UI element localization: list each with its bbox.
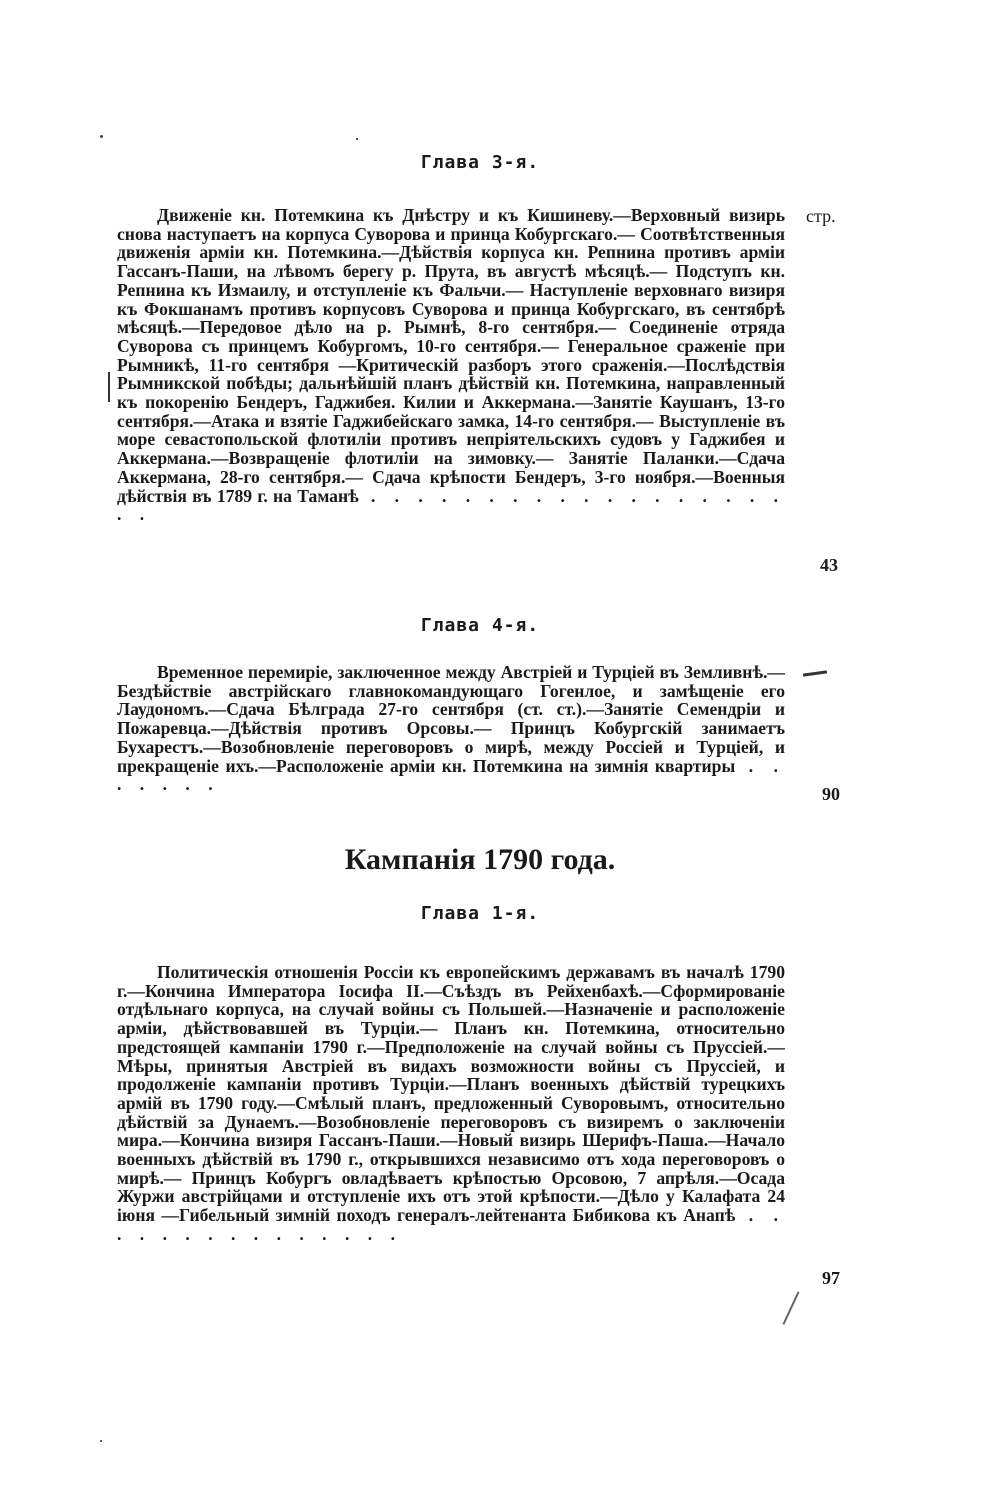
pencil-dash-mark bbox=[803, 670, 827, 676]
pencil-margin-mark bbox=[108, 372, 110, 402]
chapter-4-summary: Временное перемиріе, заключенное между Австріей и Турціей въ Земливнѣ.— Бездѣйствіе австрійскаго главнокомандующаго Гогенлое, и замѣщеніе его Лаудономъ.—Сдача Бѣлграда 27-го сентября (ст. ст.).—Занятіе Семендріи и Пожаревца.—Дѣйствія противъ Орсовы.— Принцъ Кобургскій занимаетъ Бухарестъ.—Возобновленіе переговоровъ о мирѣ, между Россіей и Турціей, и прекращеніе ихъ.—Расположеніе арміи кн. Потемкина на зимнія квартиры . . . . . . . bbox=[117, 662, 785, 795]
chapter-4-text: Временное перемиріе, заключенное между Австріей и Турціей въ Земливнѣ.— Бездѣйствіе австрійскаго главнокомандующаго Гогенлое, и замѣщеніе его Лаудономъ.—Сдача Бѣлграда 27-го сентября (ст. ст.).—Занятіе Семендріи и Пожаревца.—Дѣйствія противъ Орсовы.— Принцъ Кобургскій занимаетъ Бухарестъ.—Возобновленіе переговоровъ о мирѣ, между Россіей и Турціей, и прекращеніе ихъ.—Расположеніе арміи кн. Потемкина на зимнія квартиры bbox=[117, 662, 785, 776]
chapter-4-heading: Глава 4-я. bbox=[420, 615, 540, 636]
chapter-3-page: 43 bbox=[820, 555, 838, 575]
scan-speck bbox=[100, 135, 103, 138]
campaign-chapter-1-summary: Политическія отношенія Россіи къ европейскимъ державамъ въ началѣ 1790 г.—Кончина Императора Іосифа II.—Съѣздъ въ Рейхенбахѣ.—Сформированіе отдѣльнаго корпуса, на случай войны съ Польшей.—Назначеніе и расположеніе арміи, дѣйствовавшей въ Турціи.— Планъ кн. Потемкина, относительно предстоящей кампаніи 1790 г.—Предположеніе на случай войны съ Пруссіей.—Мѣры, принятыя Австріей въ видахъ возможности войны съ Пруссіей, и продолженіе кампаніи противъ Турціи.—Планъ военныхъ дѣйствій турецкихъ армій въ 1790 году.—Смѣлый планъ, предложенный Суворовымъ, относительно дѣйствій за Дунаемъ.—Возобновленіе переговоровъ съ визиремъ о заключеніи мира.—Кончина визиря Гассанъ-Паши.—Новый визирь Шерифъ-Паша.—Начало военныхъ дѣйствій въ 1790 г., открывшихся независимо отъ хода переговоровъ о мирѣ.— Принцъ Кобургъ овладѣваетъ крѣпостью Орсовою, 7 апрѣля.—Осада Журжи австрійцами и отступленіе ихъ отъ этой крѣпости.—Дѣло у Калафата 24 іюня —Гибельный зимній походъ генералъ-лейтенанта Бибикова къ Анапѣ . . . . . . . . . . . . . . . bbox=[117, 962, 785, 1244]
chapter-3-text: Движеніе кн. Потемкина къ Днѣстру и къ Кишиневу.—Верховный визирь снова наступаетъ на корпуса Суворова и принца Кобургскаго.— Соотвѣтственныя движенія арміи кн. Потемкина.—Дѣйствія корпуса кн. Репнина противъ арміи Гассанъ-Паши, на лѣвомъ берегу р. Прута, въ августѣ мѣсяцѣ.— Подступъ кн. Репнина къ Измаилу, и отступленіе къ Фальчи.— Наступленіе верховнаго визиря къ Фокшанамъ противъ корпусовъ Суворова и принца Кобургскаго, въ сентябрѣ мѣсяцѣ.—Передовое дѣло на р. Рымнѣ, 8-го сентября.— Соединеніе отряда Суворова съ принцемъ Кобургомъ, 10-го сентября.— Генеральное сраженіе при Рымникѣ, 11-го сентября —Критическій разборъ этого сраженія.—Послѣдствія Рымникской побѣды; дальнѣйшій планъ дѣйствій кн. Потемкина, направленный къ покоренію Бендеръ, Гаджибея. Килии и Аккермана.—Занятіе Каушанъ, 13-го сентября.—Атака и взятіе Гаджибейскаго замка, 14-го сентября.— Выступленіе въ море севастопольской флотиліи противъ непріятельскихъ судовъ у Гаджибея и Аккермана.—Возвращеніе флотиліи на зимовку.— Занятіе Паланки.—Сдача Аккермана, 28-го сентября.— Сдача крѣпости Бендеръ, 3-го ноября.—Военныя дѣйствія въ 1789 г. на Таманѣ bbox=[117, 205, 785, 506]
chapter-4-page: 90 bbox=[822, 784, 840, 804]
campaign-chapter-1-text: Политическія отношенія Россіи къ европейскимъ державамъ въ началѣ 1790 г.—Кончина Императора Іосифа II.—Съѣздъ въ Рейхенбахѣ.—Сформированіе отдѣльнаго корпуса, на случай войны съ Польшей.—Назначеніе и расположеніе арміи, дѣйствовавшей въ Турціи.— Планъ кн. Потемкина, относительно предстоящей кампаніи 1790 г.—Предположеніе на случай войны съ Пруссіей.—Мѣры, принятыя Австріей въ видахъ возможности войны съ Пруссіей, и продолженіе кампаніи противъ Турціи.—Планъ военныхъ дѣйствій турецкихъ армій въ 1790 году.—Смѣлый планъ, предложенный Суворовымъ, относительно дѣйствій за Дунаемъ.—Возобновленіе переговоровъ съ визиремъ о заключеніи мира.—Кончина визиря Гассанъ-Паши.—Новый визирь Шерифъ-Паша.—Начало военныхъ дѣйствій въ 1790 г., открывшихся независимо отъ хода переговоровъ о мирѣ.— Принцъ Кобургъ овладѣваетъ крѣпостью Орсовою, 7 апрѣля.—Осада Журжи австрійцами и отступленіе ихъ отъ этой крѣпости.—Дѣло у Калафата 24 іюня —Гибельный зимній походъ генералъ-лейтенанта Бибикова къ Анапѣ bbox=[117, 962, 785, 1226]
campaign-chapter-1-page: 97 bbox=[822, 1268, 840, 1288]
chapter-3-summary: Движеніе кн. Потемкина къ Днѣстру и къ Кишиневу.—Верховный визирь снова наступаетъ на корпуса Суворова и принца Кобургскаго.— Соотвѣтственныя движенія арміи кн. Потемкина.—Дѣйствія корпуса кн. Репнина противъ арміи Гассанъ-Паши, на лѣвомъ берегу р. Прута, въ августѣ мѣсяцѣ.— Подступъ кн. Репнина къ Измаилу, и отступленіе къ Фальчи.— Наступленіе верховнаго визиря къ Фокшанамъ противъ корпусовъ Суворова и принца Кобургскаго, въ сентябрѣ мѣсяцѣ.—Передовое дѣло на р. Рымнѣ, 8-го сентября.— Соединеніе отряда Суворова съ принцемъ Кобургомъ, 10-го сентября.— Генеральное сраженіе при Рымникѣ, 11-го сентября —Критическій разборъ этого сраженія.—Послѣдствія Рымникской побѣды; дальнѣйшій планъ дѣйствій кн. Потемкина, направленный къ покоренію Бендеръ, Гаджибея. Килии и Аккермана.—Занятіе Каушанъ, 13-го сентября.—Атака и взятіе Гаджибейскаго замка, 14-го сентября.— Выступленіе въ море севастопольской флотиліи противъ непріятельскихъ судовъ у Гаджибея и Аккермана.—Возвращеніе флотиліи на зимовку.— Занятіе Паланки.—Сдача Аккермана, 28-го сентября.— Сдача крѣпости Бендеръ, 3-го ноября.—Военныя дѣйствія въ 1789 г. на Таманѣ . . . . . . . . . . . . . . . . . . . . bbox=[117, 205, 786, 525]
page-column-label: стр. bbox=[806, 206, 836, 226]
scan-speck bbox=[100, 1440, 102, 1442]
pencil-stroke-mark bbox=[782, 1291, 799, 1324]
scan-speck bbox=[356, 138, 358, 140]
chapter-3-heading: Глава 3-я. bbox=[420, 152, 540, 173]
campaign-chapter-1-heading: Глава 1-я. bbox=[420, 903, 540, 924]
campaign-1790-title: Кампанія 1790 года. bbox=[344, 843, 616, 876]
